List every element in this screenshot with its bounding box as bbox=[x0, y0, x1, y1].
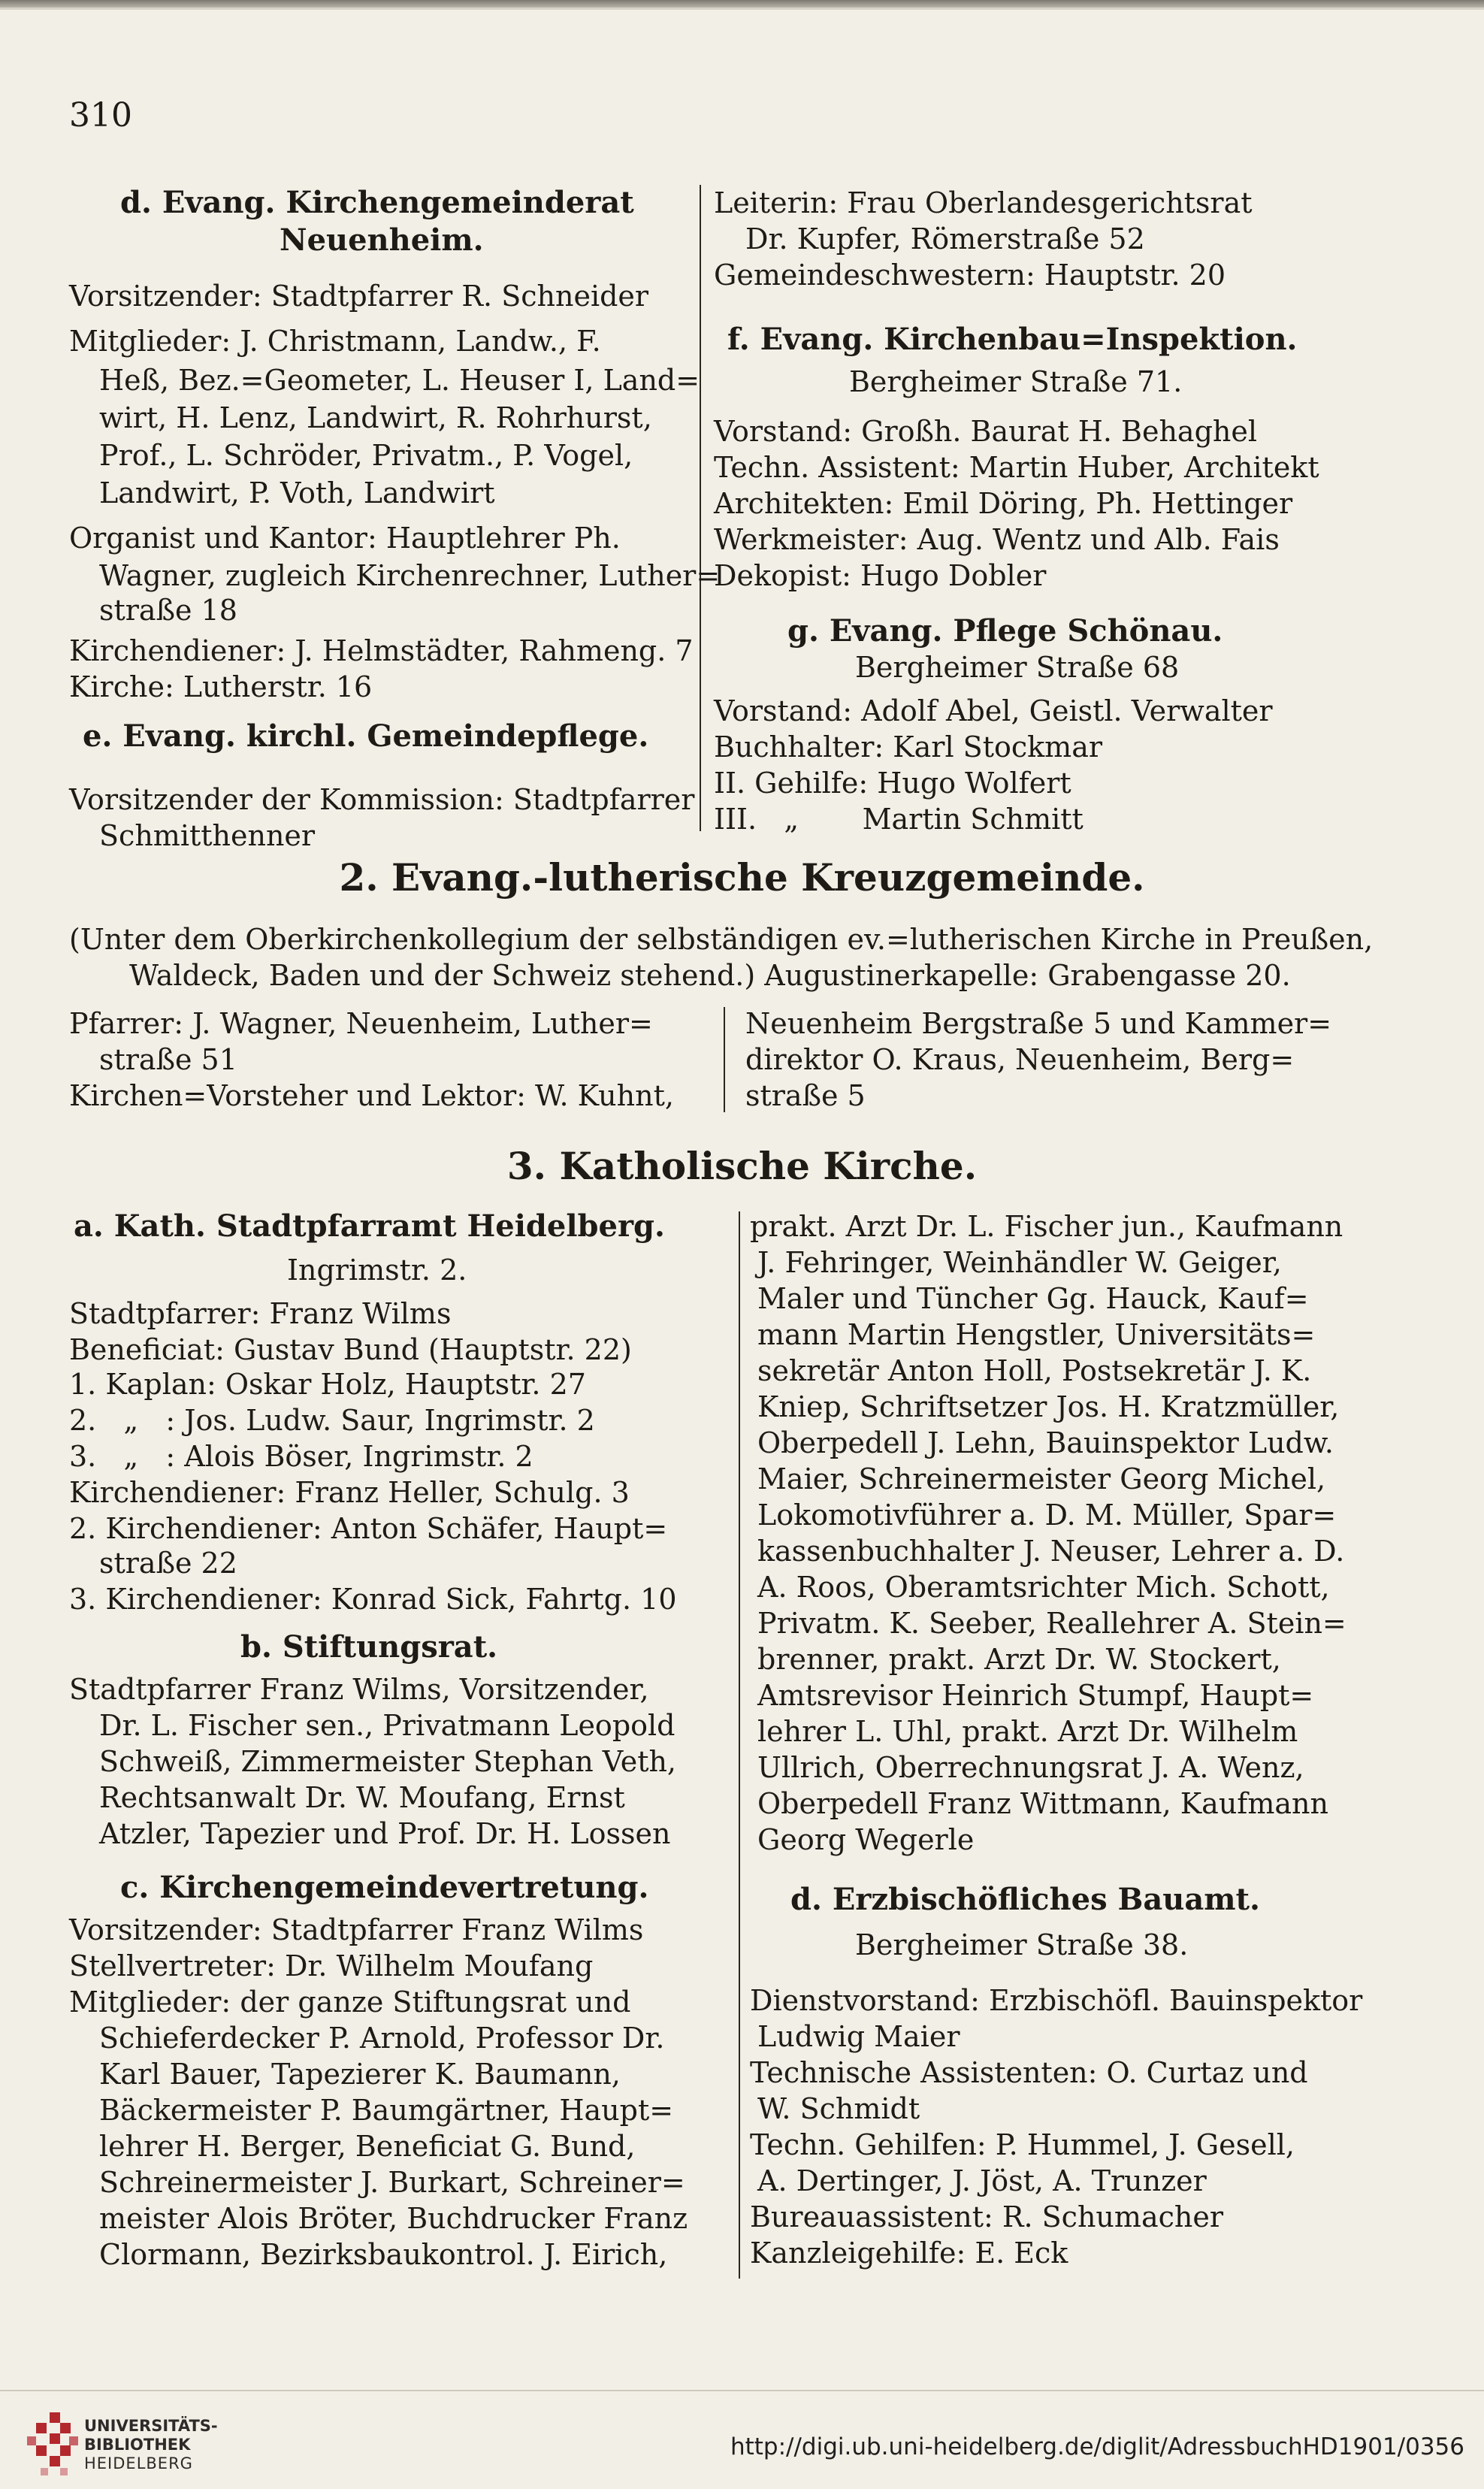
heading-d-erzbischoefliches-bauamt: d. Erzbischöfliches Bauamt. bbox=[790, 1882, 1260, 1917]
text-line: Dr. L. Fischer sen., Privatmann Leopold bbox=[99, 1709, 676, 1742]
text-line: Clormann, Bezirksbaukontrol. J. Eirich, bbox=[99, 2238, 668, 2271]
library-name-line2: BIBLIOTHEK bbox=[84, 2436, 191, 2454]
text-line: Maler und Tüncher Gg. Hauck, Kauf= bbox=[757, 1282, 1309, 1315]
text-line: Buchhalter: Karl Stockmar bbox=[714, 730, 1103, 764]
text-line: Kirchen=Vorsteher und Lektor: W. Kuhnt, bbox=[69, 1079, 674, 1112]
text-line: sekretär Anton Holl, Postsekretär J. K. bbox=[757, 1354, 1312, 1387]
text-line: straße 18 bbox=[99, 594, 237, 627]
library-name bbox=[84, 2417, 218, 2473]
text-line: Techn. Gehilfen: P. Hummel, J. Gesell, bbox=[750, 2128, 1295, 2161]
text-line: Stellvertreter: Dr. Wilhelm Moufang bbox=[69, 1949, 594, 1982]
text-line: Atzler, Tapezier und Prof. Dr. H. Lossen bbox=[99, 1817, 671, 1850]
text-line: Georg Wegerle bbox=[757, 1823, 975, 1856]
text-line: brenner, prakt. Arzt Dr. W. Stockert, bbox=[757, 1643, 1281, 1676]
library-name-line3: HEIDELBERG bbox=[84, 2454, 193, 2472]
text-line: 2. Kirchendiener: Anton Schäfer, Haupt= bbox=[69, 1512, 668, 1545]
text-line: Dienstvorstand: Erzbischöfl. Bauinspektor bbox=[750, 1984, 1363, 2017]
text-line: Ullrich, Oberrechnungsrat J. A. Wenz, bbox=[757, 1751, 1304, 1784]
text-line: III. „ Martin Schmitt bbox=[714, 803, 1084, 836]
text-line: Gemeindeschwestern: Hauptstr. 20 bbox=[714, 259, 1226, 292]
heading-f-kirchenbau-inspektion: f. Evang. Kirchenbau=Inspektion. bbox=[727, 322, 1298, 357]
scan-edge-shadow bbox=[0, 8, 1484, 10]
text-line: Beneficiat: Gustav Bund (Hauptstr. 22) bbox=[69, 1333, 632, 1366]
intro-line: (Unter dem Oberkirchenkollegium der selbständigen ev.=lutherischen Kirche in Preußen, bbox=[69, 923, 1374, 956]
text-line: Vorstand: Großh. Baurat H. Behaghel bbox=[714, 415, 1258, 448]
library-name-line1: UNIVERSITÄTS- bbox=[84, 2417, 218, 2435]
column-divider-section2 bbox=[724, 1007, 725, 1112]
text-line: Wagner, zugleich Kirchenrechner, Luther= bbox=[99, 559, 721, 592]
text-line: Ingrimstr. 2. bbox=[287, 1254, 467, 1287]
text-line: Neuenheim Bergstraße 5 und Kammer= bbox=[745, 1007, 1332, 1040]
text-line: Amtsrevisor Heinrich Stumpf, Haupt= bbox=[757, 1679, 1314, 1712]
scan-edge bbox=[0, 0, 1484, 8]
text-line: Leiterin: Frau Oberlandesgerichtsrat bbox=[714, 186, 1253, 219]
column-divider-section3 bbox=[739, 1211, 740, 2279]
text-line: Vorsitzender: Stadtpfarrer R. Schneider bbox=[69, 280, 649, 313]
text-line: direktor O. Kraus, Neuenheim, Berg= bbox=[745, 1043, 1295, 1076]
text-line: 2. „ : Jos. Ludw. Saur, Ingrimstr. 2 bbox=[69, 1404, 595, 1437]
text-line: Bäckermeister P. Baumgärtner, Haupt= bbox=[99, 2094, 674, 2127]
heading-d-evang-kirchengemeinderat: d. Evang. Kirchengemeinderat bbox=[120, 185, 634, 220]
heading-section-3: 3. Katholische Kirche. bbox=[506, 1144, 978, 1188]
text-line: Bergheimer Straße 68 bbox=[855, 651, 1180, 684]
text-line: Schweiß, Zimmermeister Stephan Veth, bbox=[99, 1745, 677, 1778]
text-line: 3. „ : Alois Böser, Ingrimstr. 2 bbox=[69, 1440, 533, 1473]
heading-section-2: 2. Evang.-lutherische Kreuzgemeinde. bbox=[339, 855, 1145, 900]
text-line: Maier, Schreinermeister Georg Michel, bbox=[757, 1462, 1326, 1496]
text-line: Kanzleigehilfe: E. Eck bbox=[750, 2236, 1068, 2270]
heading-c-kirchengemeindevertretung: c. Kirchengemeindevertretung. bbox=[120, 1870, 649, 1905]
text-line: Kniep, Schriftsetzer Jos. H. Kratzmüller, bbox=[757, 1390, 1340, 1423]
heading-a-stadtpfarramt: a. Kath. Stadtpfarramt Heidelberg. bbox=[74, 1208, 665, 1244]
text-line: Dr. Kupfer, Römerstraße 52 bbox=[745, 222, 1145, 256]
text-line: lehrer H. Berger, Beneficiat G. Bund, bbox=[99, 2130, 636, 2163]
text-line: Technische Assistenten: O. Curtaz und bbox=[750, 2056, 1308, 2089]
text-line: Kirchendiener: J. Helmstädter, Rahmeng. 7 bbox=[69, 634, 694, 667]
text-line: Landwirt, P. Voth, Landwirt bbox=[99, 476, 495, 510]
text-line: meister Alois Bröter, Buchdrucker Franz bbox=[99, 2202, 688, 2235]
text-line: J. Fehringer, Weinhändler W. Geiger, bbox=[757, 1246, 1282, 1279]
text-line: Werkmeister: Aug. Wentz und Alb. Fais bbox=[714, 523, 1280, 556]
column-divider-top bbox=[700, 185, 701, 831]
text-line: Pfarrer: J. Wagner, Neuenheim, Luther= bbox=[69, 1007, 653, 1040]
text-line: A. Dertinger, J. Jöst, A. Trunzer bbox=[757, 2164, 1207, 2197]
text-line: Vorsitzender der Kommission: Stadtpfarrer bbox=[69, 783, 695, 816]
text-line: mann Martin Hengstler, Universitäts= bbox=[757, 1318, 1316, 1351]
library-logo-icon bbox=[27, 2412, 80, 2478]
text-line: lehrer L. Uhl, prakt. Arzt Dr. Wilhelm bbox=[757, 1715, 1298, 1748]
text-line: Mitglieder: der ganze Stiftungsrat und bbox=[69, 1985, 631, 2019]
text-line: Kirchendiener: Franz Heller, Schulg. 3 bbox=[69, 1476, 630, 1509]
heading-b-stiftungsrat: b. Stiftungsrat. bbox=[240, 1629, 498, 1665]
text-line: Lokomotivführer a. D. M. Müller, Spar= bbox=[757, 1499, 1337, 1532]
text-line: Karl Bauer, Tapezierer K. Baumann, bbox=[99, 2058, 621, 2091]
text-line: Oberpedell J. Lehn, Bauinspektor Ludw. bbox=[757, 1426, 1334, 1459]
text-line: wirt, H. Lenz, Landwirt, R. Rohrhurst, bbox=[99, 401, 652, 434]
text-line: Schreinermeister J. Burkart, Schreiner= bbox=[99, 2166, 685, 2199]
text-line: W. Schmidt bbox=[757, 2092, 920, 2125]
text-line: Stadtpfarrer Franz Wilms, Vorsitzender, bbox=[69, 1673, 649, 1706]
text-line: straße 22 bbox=[99, 1547, 237, 1580]
text-line: Schmitthenner bbox=[99, 819, 316, 852]
text-line: straße 51 bbox=[99, 1043, 237, 1076]
text-line: Oberpedell Franz Wittmann, Kaufmann bbox=[757, 1787, 1328, 1820]
text-line: Bergheimer Straße 71. bbox=[849, 365, 1183, 398]
text-line: 1. Kaplan: Oskar Holz, Hauptstr. 27 bbox=[69, 1368, 586, 1401]
text-line: Dekopist: Hugo Dobler bbox=[714, 559, 1047, 592]
text-line: Bureauassistent: R. Schumacher bbox=[750, 2200, 1224, 2233]
text-line: Vorstand: Adolf Abel, Geistl. Verwalter bbox=[714, 694, 1273, 727]
text-line: Mitglieder: J. Christmann, Landw., F. bbox=[69, 325, 601, 358]
text-line: straße 5 bbox=[745, 1079, 866, 1112]
text-line: Techn. Assistent: Martin Huber, Architekt bbox=[714, 451, 1319, 484]
text-line: Organist und Kantor: Hauptlehrer Ph. bbox=[69, 522, 621, 555]
text-line: Kirche: Lutherstr. 16 bbox=[69, 670, 373, 703]
text-line: Stadtpfarrer: Franz Wilms bbox=[69, 1297, 452, 1330]
footer-divider bbox=[0, 2390, 1484, 2391]
text-line: 3. Kirchendiener: Konrad Sick, Fahrtg. 10 bbox=[69, 1583, 677, 1616]
text-line: Privatm. K. Seeber, Reallehrer A. Stein= bbox=[757, 1607, 1346, 1640]
heading-e-gemeindepflege: e. Evang. kirchl. Gemeindepflege. bbox=[83, 718, 649, 754]
text-line: Prof., L. Schröder, Privatm., P. Vogel, bbox=[99, 439, 633, 472]
text-line: Vorsitzender: Stadtpfarrer Franz Wilms bbox=[69, 1913, 644, 1946]
text-line: kassenbuchhalter J. Neuser, Lehrer a. D. bbox=[757, 1535, 1345, 1568]
heading-g-pflege-schoenau: g. Evang. Pflege Schönau. bbox=[787, 613, 1223, 649]
text-line: II. Gehilfe: Hugo Wolfert bbox=[714, 767, 1071, 800]
text-line: Bergheimer Straße 38. bbox=[855, 1928, 1189, 1961]
text-line: A. Roos, Oberamtsrichter Mich. Schott, bbox=[757, 1571, 1330, 1604]
text-line: Rechtsanwalt Dr. W. Moufang, Ernst bbox=[99, 1781, 625, 1814]
text-line: Heß, Bez.=Geometer, L. Heuser I, Land= bbox=[99, 364, 700, 397]
text-line: Architekten: Emil Döring, Ph. Hettinger bbox=[714, 487, 1293, 520]
text-line: Schieferdecker P. Arnold, Professor Dr. bbox=[99, 2022, 665, 2055]
intro-line: Waldeck, Baden und der Schweiz stehend.) Augustinerkapelle: Grabengasse 20. bbox=[129, 959, 1291, 992]
heading-d-neuenheim: Neuenheim. bbox=[280, 222, 484, 258]
text-line: Ludwig Maier bbox=[757, 2020, 960, 2053]
source-url-link[interactable]: http://digi.ub.uni-heidelberg.de/diglit/AdressbuchHD1901/0356 bbox=[730, 2433, 1464, 2460]
text-line: prakt. Arzt Dr. L. Fischer jun., Kaufmann bbox=[750, 1210, 1343, 1243]
page-number: 310 bbox=[69, 96, 132, 135]
